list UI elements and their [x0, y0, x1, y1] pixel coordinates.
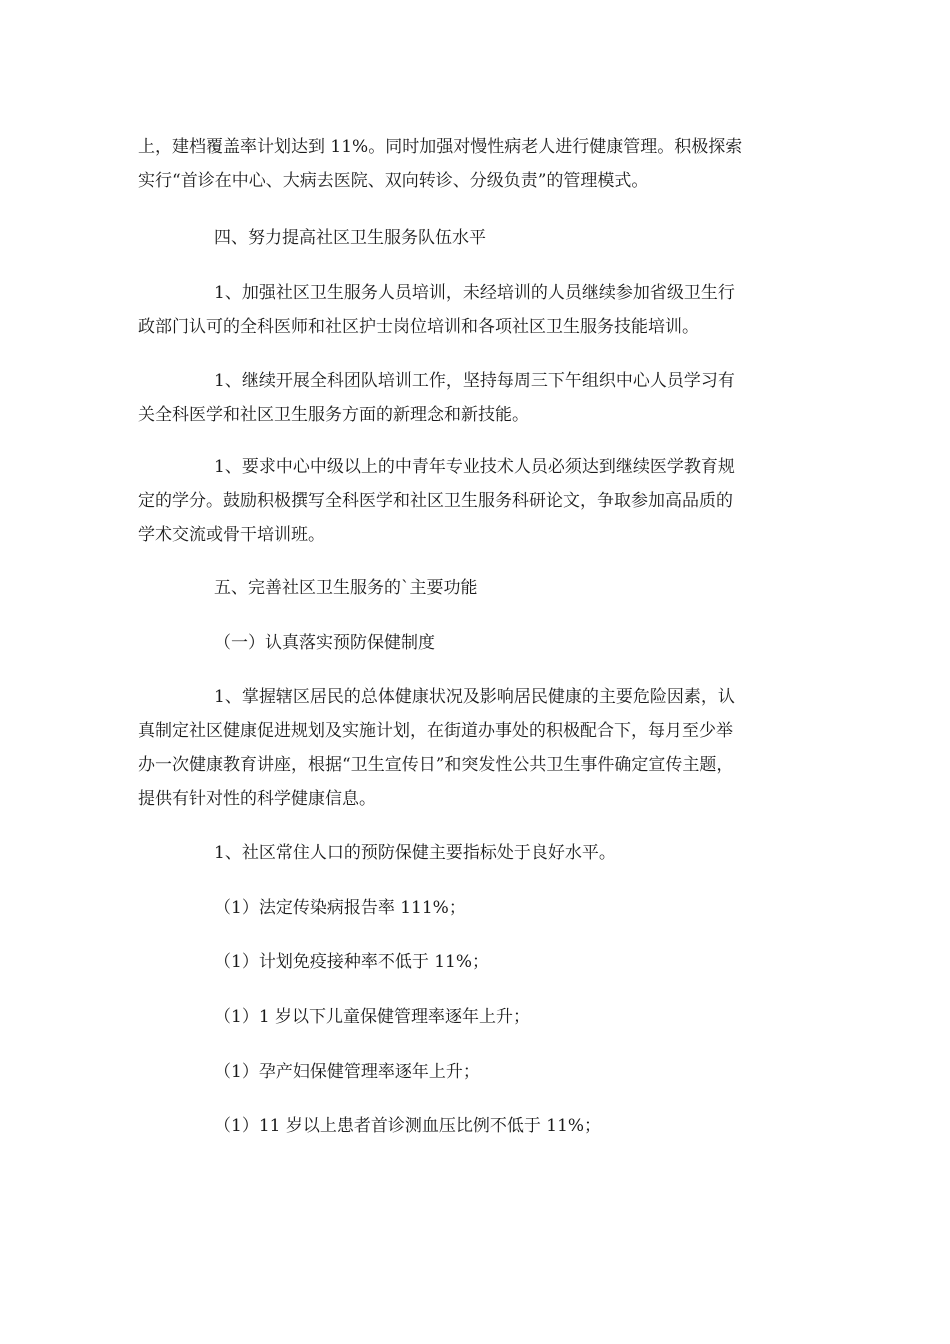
- list-item: [138, 891, 828, 925]
- paragraph-staff-training: [138, 276, 828, 344]
- paragraph-line: 关全科医学和社区卫生服务方面的新理念和新技能。: [138, 405, 529, 425]
- paragraph-health-management: [138, 130, 828, 198]
- list-item: [138, 1109, 828, 1143]
- list-item-text: （1）计划免疫接种率不低于 11%；: [214, 952, 490, 972]
- paragraph-line: 学术交流或骨干培训班。: [138, 525, 325, 545]
- paragraph-line: 1、掌握辖区居民的总体健康状况及影响居民健康的主要危险因素，认: [214, 687, 735, 707]
- heading-text: 四、努力提高社区卫生服务队伍水平: [214, 228, 486, 248]
- paragraph-line: 真制定社区健康促进规划及实施计划，在街道办事处的积极配合下，每月至少举: [138, 721, 733, 741]
- list-item: [138, 1000, 828, 1034]
- paragraph-line: 提供有针对性的科学健康信息。: [138, 789, 376, 809]
- paragraph-health-promotion: [138, 680, 828, 816]
- paragraph-line: 办一次健康教育讲座，根据“卫生宣传日”和突发性公共卫生事件确定宣传主题，: [138, 755, 734, 775]
- paragraph-line: 1、社区常住人口的预防保健主要指标处于良好水平。: [214, 843, 616, 863]
- paragraph-line: 实行“首诊在中心、大病去医院、双向转诊、分级负责”的管理模式。: [138, 171, 649, 191]
- paragraph-line: 定的学分。鼓励积极撰写全科医学和社区卫生服务科研论文，争取参加高品质的: [138, 491, 733, 511]
- list-item-text: （1）法定传染病报告率 111%；: [214, 898, 466, 918]
- subsection-heading-1: [138, 626, 828, 660]
- paragraph-team-training: [138, 364, 828, 432]
- paragraph-line: 1、加强社区卫生服务人员培训，未经培训的人员继续参加省级卫生行: [214, 283, 735, 303]
- section-heading-4: [138, 221, 828, 255]
- paragraph-line: 上，建档覆盖率计划达到 11%。同时加强对慢性病老人进行健康管理。积极探索: [138, 137, 743, 157]
- list-item: [138, 945, 828, 979]
- heading-text: （一）认真落实预防保健制度: [214, 633, 435, 653]
- paragraph-line: 1、要求中心中级以上的中青年专业技术人员必须达到继续医学教育规: [214, 457, 735, 477]
- paragraph-continuing-education: [138, 450, 828, 552]
- list-item-text: （1）1 岁以下儿童保健管理率逐年上升；: [214, 1007, 531, 1027]
- list-item-text: （1）11 岁以上患者首诊测血压比例不低于 11%；: [214, 1116, 602, 1136]
- paragraph-prevention-indicators: [138, 836, 828, 870]
- heading-text: 五、完善社区卫生服务的`主要功能: [214, 578, 478, 598]
- paragraph-line: 1、继续开展全科团队培训工作，坚持每周三下午组织中心人员学习有: [214, 371, 735, 391]
- list-item-text: （1）孕产妇保健管理率逐年上升；: [214, 1062, 480, 1082]
- section-heading-5: [138, 571, 828, 605]
- list-item: [138, 1055, 828, 1089]
- paragraph-line: 政部门认可的全科医师和社区护士岗位培训和各项社区卫生服务技能培训。: [138, 317, 699, 337]
